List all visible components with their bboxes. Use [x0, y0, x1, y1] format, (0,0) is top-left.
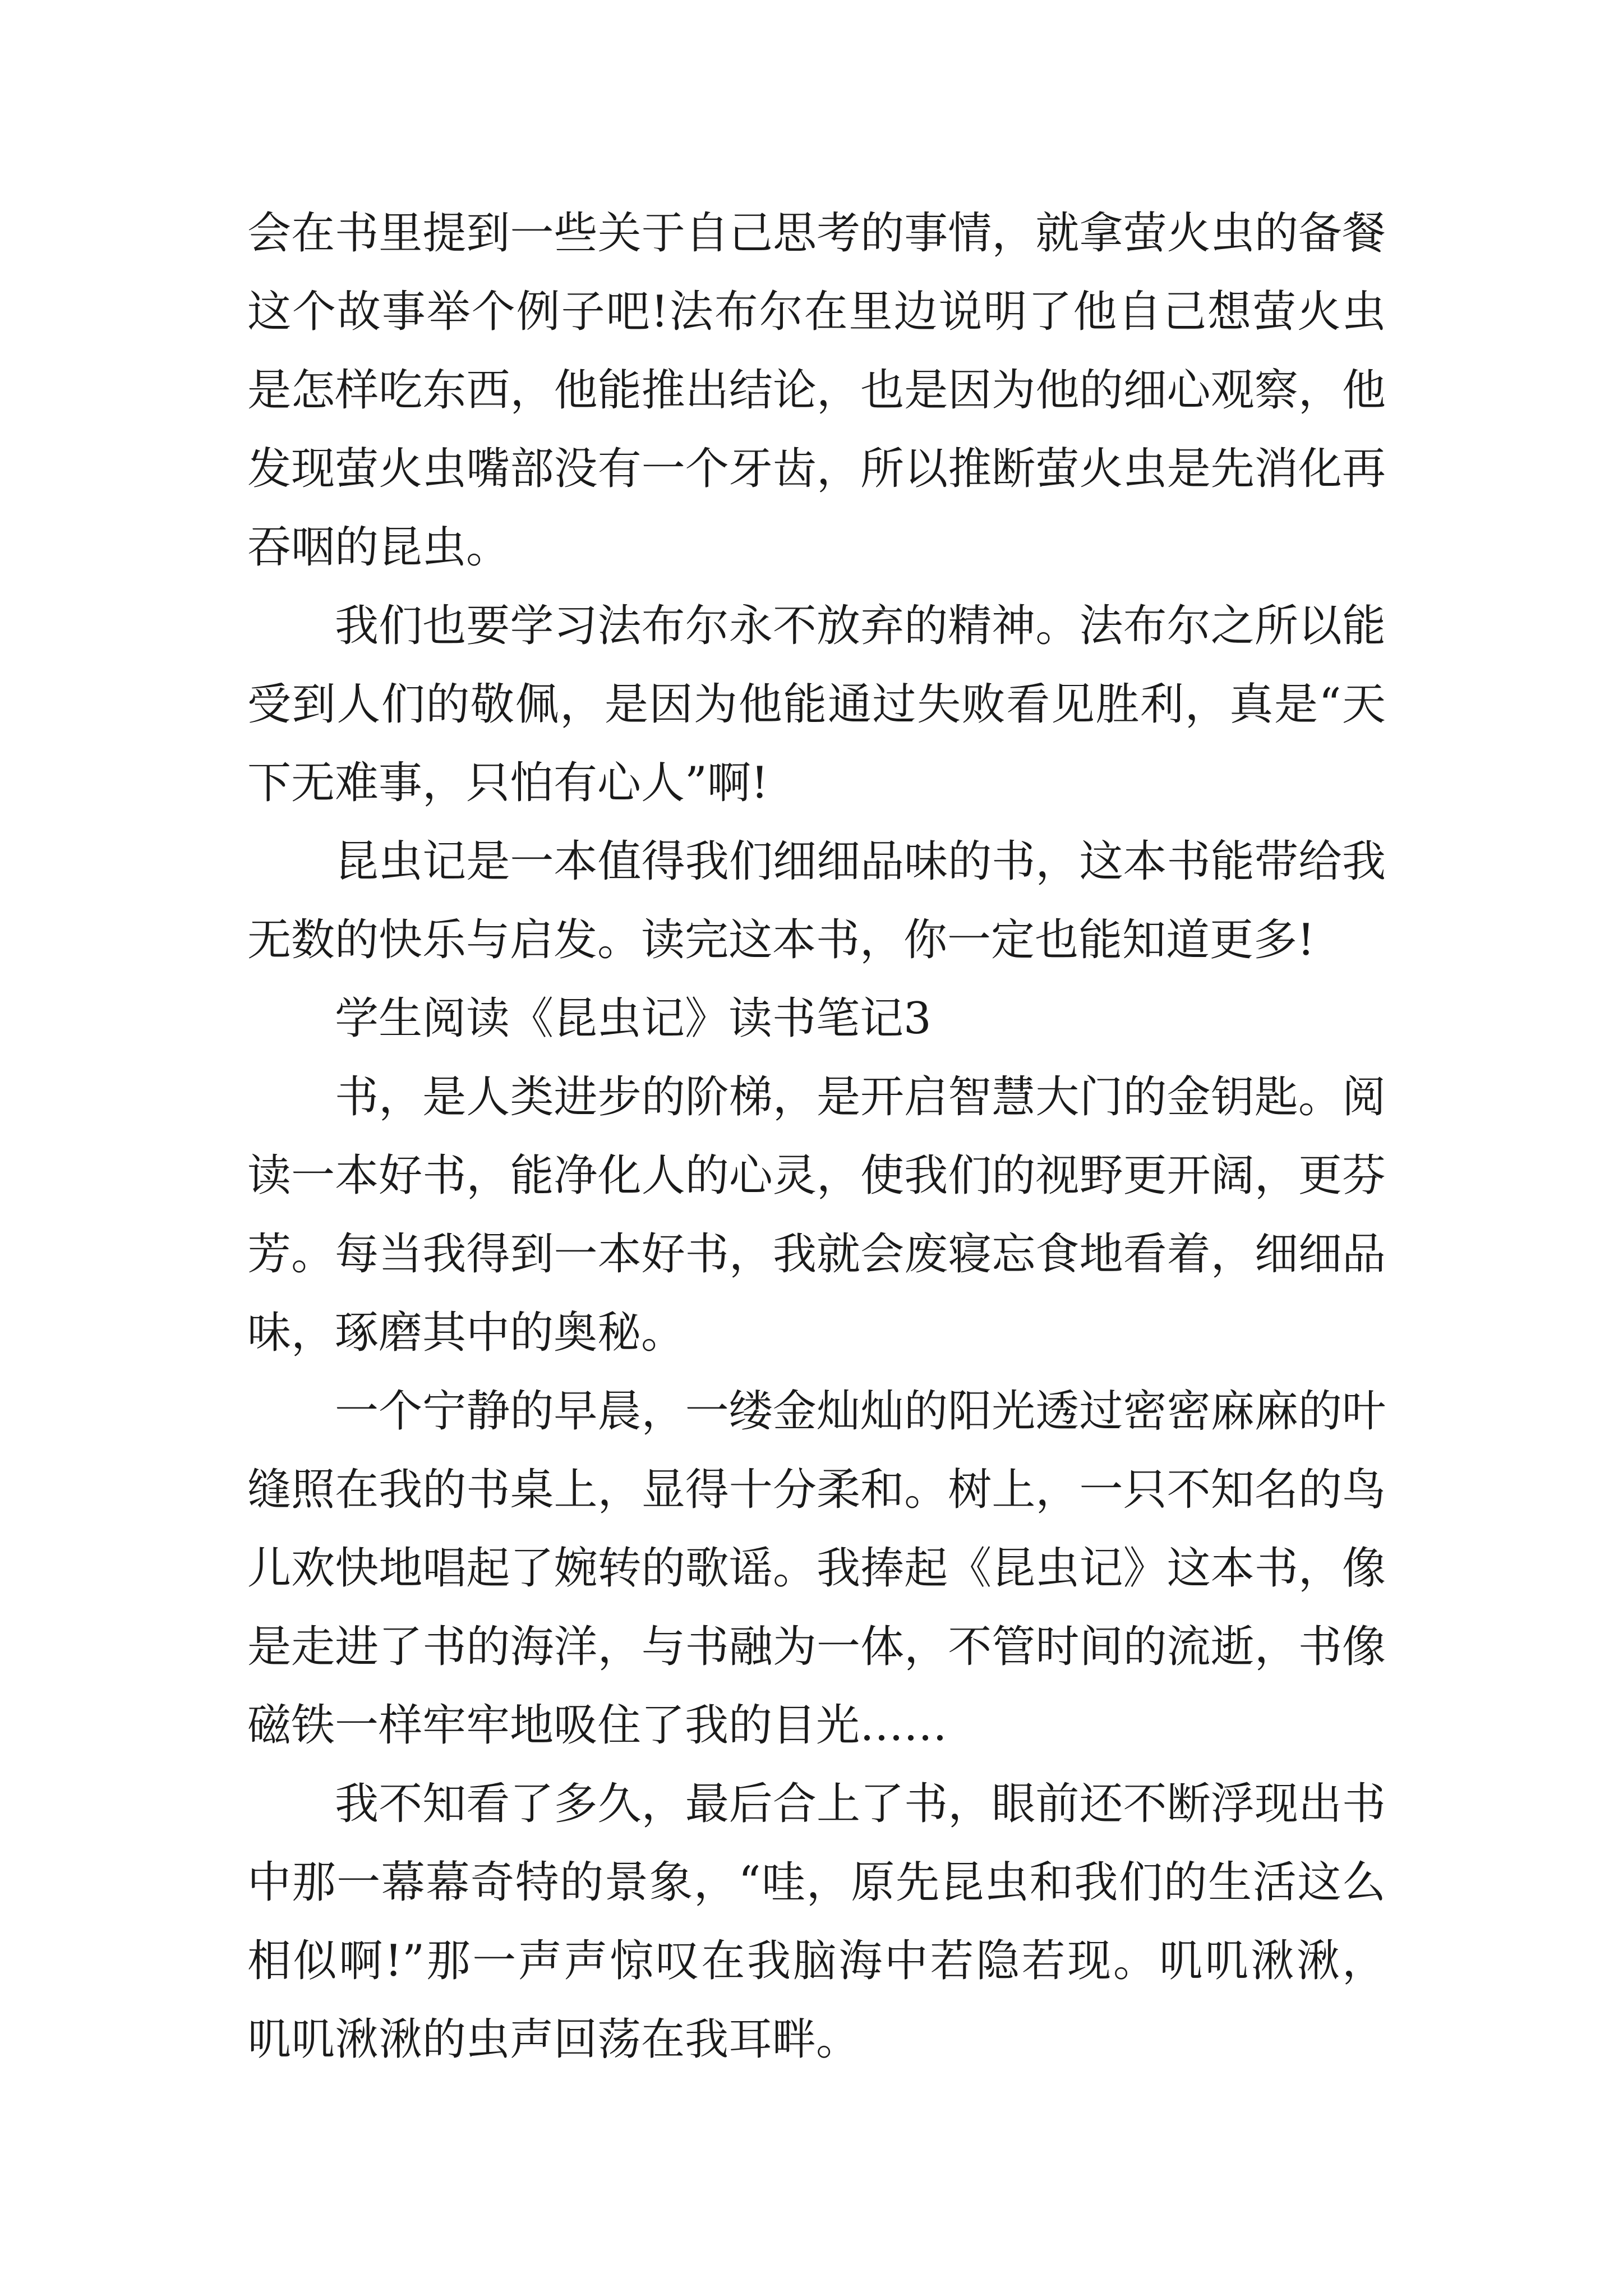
text-line: 发现萤火虫嘴部没有一个牙齿，所以推断萤火虫是先消化再 [247, 444, 1386, 494]
text-line: 是怎样吃东西，他能推出结论，也是因为他的细心观察，他 [247, 365, 1386, 416]
body-text [247, 194, 1386, 2079]
paragraph-start-line: 昆虫记是一本值得我们细细品味的书，这本书能带给我 [335, 836, 1386, 887]
text-line: 是走进了书的海洋，与书融为一体，不管时间的流逝，书像 [247, 1622, 1386, 1672]
text-line: 叽叽湫湫的虫声回荡在我耳畔。 [247, 2014, 860, 2065]
paragraph-start-line: 我们也要学习法布尔永不放弃的精神。法布尔之所以能 [335, 601, 1386, 651]
text-line: 中那一幕幕奇特的景象，“哇，原先昆虫和我们的生活这么 [247, 1857, 1386, 1908]
text-line: 受到人们的敬佩，是因为他能通过失败看见胜利，真是“天 [247, 679, 1386, 730]
text-line: 味，琢磨其中的奥秘。 [247, 1308, 685, 1358]
text-line: 缝照在我的书桌上，显得十分柔和。树上，一只不知名的鸟 [247, 1465, 1386, 1515]
text-line: 下无难事，只怕有心人”啊! [247, 758, 769, 808]
text-line: 相似啊!”那一声声惊叹在我脑海中若隐若现。叽叽湫湫， [247, 1936, 1386, 1986]
text-line: 吞咽的昆虫。 [247, 522, 510, 573]
text-line: 这个故事举个例子吧!法布尔在里边说明了他自己想萤火虫 [247, 287, 1386, 337]
text-line: 读一本好书，能净化人的心灵，使我们的视野更开阔，更芬 [247, 1151, 1386, 1201]
paragraph-start-line: 我不知看了多久，最后合上了书，眼前还不断浮现出书 [335, 1779, 1386, 1829]
paragraph-start-line: 书，是人类进步的阶梯，是开启智慧大门的金钥匙。阅 [335, 1072, 1386, 1122]
text-line: 无数的快乐与启发。读完这本书，你一定也能知道更多! [247, 915, 1315, 965]
paragraph-start-line: 一个宁静的早晨，一缕金灿灿的阳光透过密密麻麻的叶 [335, 1386, 1386, 1437]
text-line: 磁铁一样牢牢地吸住了我的目光…… [247, 1700, 948, 1751]
text-line: 芳。每当我得到一本好书，我就会废寝忘食地看着，细细品 [247, 1229, 1386, 1280]
text-line: 会在书里提到一些关于自己思考的事情，就拿萤火虫的备餐 [247, 208, 1386, 259]
section-heading: 学生阅读《昆虫记》读书笔记3 [335, 993, 932, 1044]
text-line: 儿欢快地唱起了婉转的歌谣。我捧起《昆虫记》这本书，像 [247, 1543, 1386, 1594]
